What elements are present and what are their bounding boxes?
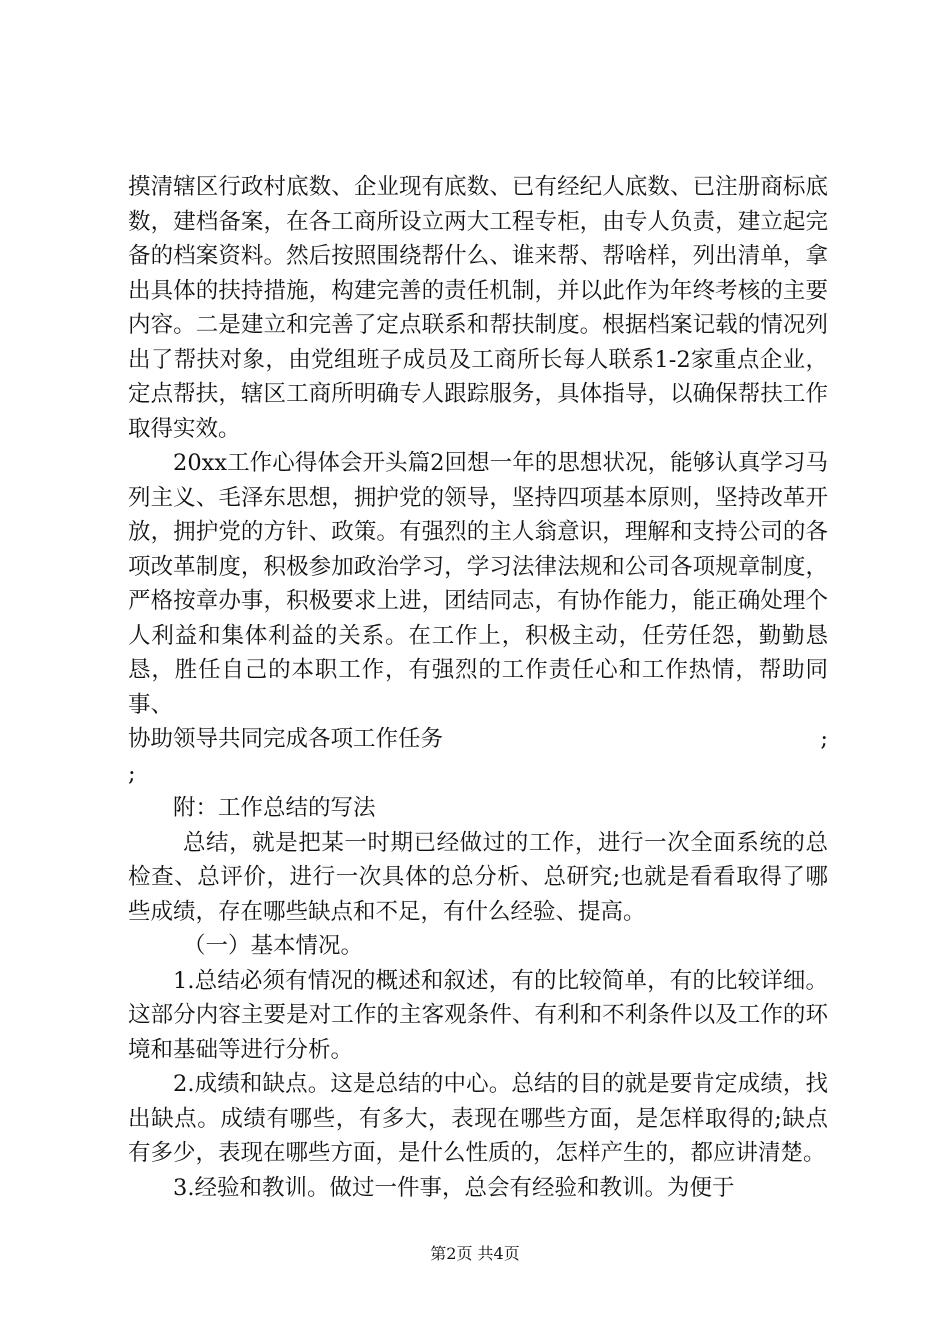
page-footer: 第2页 共4页 [430, 1244, 520, 1263]
document-body [128, 170, 828, 1205]
paragraph-summary-definition: 总结，就是把某一时期已经做过的工作，进行一次全面系统的总检查、总评价，进行一次具体的总分析、总研究;也就是看看取得了哪些成绩，存在哪些缺点和不足，有什么经验、提高。 [128, 829, 828, 925]
paragraph-continuation: 摸清辖区行政村底数、企业现有底数、已有经纪人底数、已注册商标底数，建档备案，在各工商所设立两大工程专柜，由专人负责，建立起完备的档案资料。然后按照围绕帮什么、谁来帮、帮啥样，列出清单，拿出具体的扶持措施，构建完善的责任机制，并以此作为年终考核的主要内容。二是建立和完善了定点联系和帮扶制度。根据档案记载的情况列出了帮扶对象，由党组班子成员及工商所长每人联系1-2家重点企业，定点帮扶，辖区工商所明确专人跟踪服务，具体指导，以确保帮扶工作取得实效。 [128, 174, 828, 442]
paragraph-item-1: 1.总结必须有情况的概述和叙述，有的比较简单，有的比较详细。这部分内容主要是对工作的主客观条件、有利和不利条件以及工作的环境和基础等进行分析。 [128, 967, 828, 1063]
semicolon-line: ; [128, 760, 136, 787]
paragraph-work-experience: 20xx工作心得体会开头篇2回想一年的思想状况，能够认真学习马列主义、毛泽东思想，拥护党的领导，坚持四项基本原则，坚持改革开放，拥护党的方针、政策。有强烈的主人翁意识，理解和支持公司的各项改革制度，积极参加政治学习，学习法律法规和公司各项规章制度，严格按章办事，积极要求上进，团结同志，有协作能力，能正确处理个人利益和集体利益的关系。在工作上，积极主动，任劳任怨，勤勤恳恳，胜任自己的本职工作，有强烈的工作责任心和工作热情，帮助同事、 [128, 450, 828, 718]
section-heading-basic: （一）基本情况。 [183, 933, 364, 959]
semicolon-mark: ; [820, 726, 828, 752]
section-heading-appendix: 附：工作总结的写法 [173, 795, 376, 821]
paragraph-item-3: 3.经验和教训。做过一件事，总会有经验和教训。为便于 [173, 1174, 735, 1201]
task-text: 协助领导共同完成各项工作任务 [128, 726, 444, 752]
paragraph-task-line [128, 722, 828, 757]
paragraph-item-2: 2.成绩和缺点。这是总结的中心。总结的目的就是要肯定成绩，找出缺点。成绩有哪些，有多大，表现在哪些方面，是怎样取得的;缺点有多少，表现在哪些方面，是什么性质的，怎样产生的，都应讲清楚。 [128, 1071, 828, 1166]
